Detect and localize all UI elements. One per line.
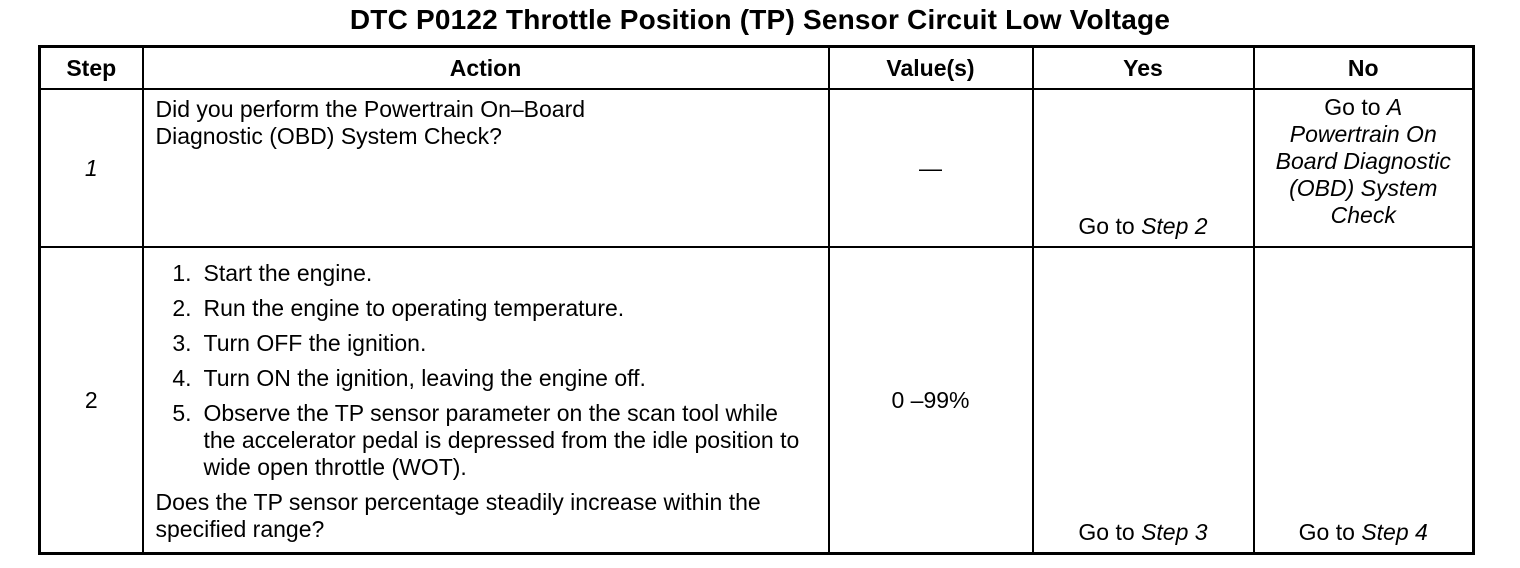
list-item-number: 3.	[172, 330, 192, 356]
action-steps-list	[156, 260, 816, 481]
action-cell	[143, 247, 829, 554]
list-item-number: 2.	[172, 295, 192, 321]
yes-link-step-2[interactable]: Step 2	[1141, 213, 1208, 239]
list-item-text: Run the engine to operating temperature.	[203, 295, 625, 321]
yes-cell	[1033, 247, 1254, 554]
list-item-text: Turn ON the ignition, leaving the engine off.	[203, 365, 646, 391]
no-cell	[1254, 247, 1474, 554]
yes-cell	[1033, 89, 1254, 247]
yes-prefix: Go to	[1078, 213, 1142, 239]
no-cell	[1254, 89, 1474, 247]
value-cell: —	[829, 89, 1033, 247]
action-question: Does the TP sensor percentage steadily increase within the specified range?	[155, 489, 761, 542]
header-row	[40, 47, 1474, 90]
list-item-text: Observe the TP sensor parameter on the scan tool while the accelerator pedal is depressed from the idle position to wide open throttle (WOT).	[203, 400, 800, 480]
header-values: Value(s)	[829, 47, 1033, 90]
action-cell	[143, 89, 829, 247]
page-title: DTC P0122 Throttle Position (TP) Sensor Circuit Low Voltage	[349, 4, 1171, 35]
list-item	[156, 295, 816, 322]
list-item-number: 5.	[172, 400, 192, 426]
table-row	[40, 89, 1474, 247]
list-item	[156, 330, 816, 357]
yes-prefix: Go to	[1078, 519, 1142, 545]
list-item-number: 1.	[172, 260, 192, 286]
yes-link-step-3[interactable]: Step 3	[1141, 519, 1208, 545]
no-link-obd-system-check[interactable]: A Powertrain On Board Diagnostic (OBD) System Check	[1275, 94, 1451, 228]
list-item	[156, 400, 816, 481]
header-step: Step	[40, 47, 143, 90]
action-question: Did you perform the Powertrain On–Board Diagnostic (OBD) System Check?	[155, 96, 586, 149]
table-row	[40, 247, 1474, 554]
header-no: No	[1254, 47, 1474, 90]
list-item	[156, 260, 816, 287]
header-action: Action	[143, 47, 829, 90]
no-prefix: Go to	[1298, 519, 1362, 545]
diagnostic-table	[38, 45, 1475, 555]
step-number: 2	[40, 247, 143, 554]
header-yes: Yes	[1033, 47, 1254, 90]
list-item-text: Turn OFF the ignition.	[203, 330, 427, 356]
no-prefix: Go to	[1324, 94, 1387, 120]
no-link-step-4[interactable]: Step 4	[1361, 519, 1428, 545]
list-item-text: Start the engine.	[203, 260, 373, 286]
list-item	[156, 365, 816, 392]
step-number: 1	[40, 89, 143, 247]
value-cell: 0 –99%	[829, 247, 1033, 554]
list-item-number: 4.	[172, 365, 192, 391]
